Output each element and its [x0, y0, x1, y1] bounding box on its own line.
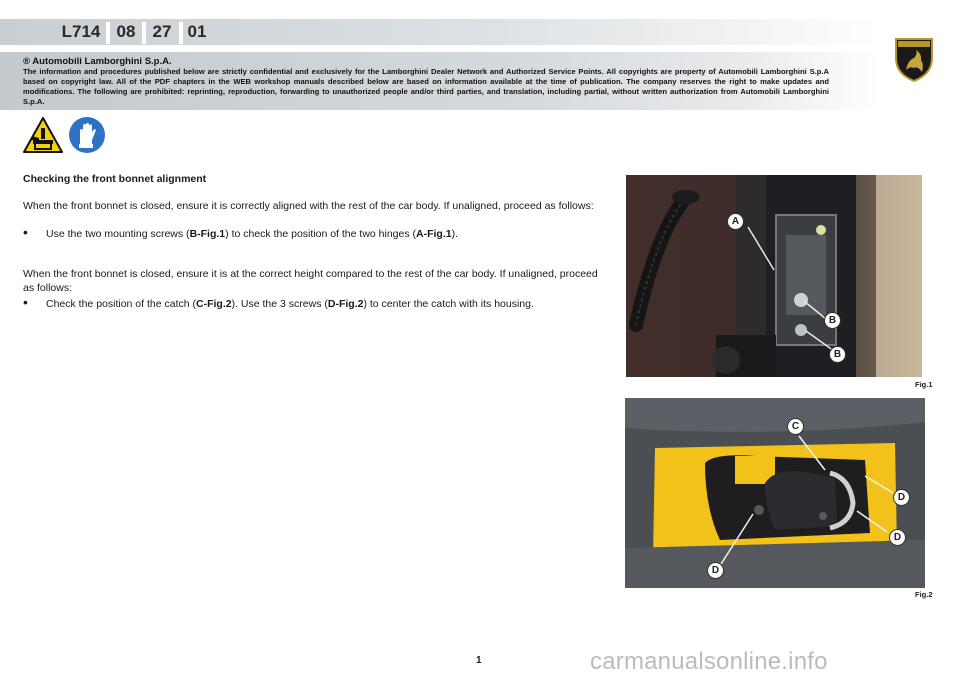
lamborghini-logo: [894, 36, 934, 82]
callout-b: B: [829, 346, 846, 363]
warning-hand-crush-icon: [23, 116, 63, 154]
code-subgroup: 27: [152, 22, 172, 41]
page-number: 1: [476, 655, 482, 666]
callout-c: C: [787, 418, 804, 435]
code-model: L714: [61, 22, 101, 41]
callout-d: D: [889, 529, 906, 546]
callout-b: B: [824, 312, 841, 329]
notice-body: The information and procedures published below are strictly confidential and exclusively for the Lamborghini Dealer Network and Authorized Service Points. All copyrights are property of Automobili Lamborghini S.p.A based on copyright law. All of the PDF chapters in the WEB workshop manuals described below are based on information available at the time of publication. The company reserves the right to make updates and modifications. The following are prohibited: reprinting, reproduction, forwarding to unauthorized people and/or third parties, and translation, including partial, without written authorization from Automobili Lamborghini S.p.A.: [23, 67, 829, 106]
code-separator: [106, 22, 110, 44]
bullet-text: Use the two mounting screws (B-Fig.1) to check the position of the two hinges (A-Fig.1).: [46, 228, 459, 240]
paragraph-alignment: When the front bonnet is closed, ensure it is correctly aligned with the rest of the car body. If unaligned, proceed as follows:: [23, 200, 594, 212]
site-watermark: carmanualsonline.info: [590, 648, 828, 675]
callout-d: D: [893, 489, 910, 506]
bullet-text: Check the position of the catch (C-Fig.2). Use the 3 screws (D-Fig.2) to center the catch with its housing.: [46, 298, 534, 310]
code-separator: [179, 22, 183, 44]
section-title: Checking the front bonnet alignment: [23, 173, 207, 185]
figure-2-photo: [625, 398, 925, 588]
figure-1-label: Fig.1: [915, 380, 933, 389]
protective-gloves-icon: [68, 116, 108, 154]
bullet-dot: •: [23, 294, 28, 310]
notice-title: ® Automobili Lamborghini S.p.A.: [23, 56, 172, 67]
code-group: 08: [116, 22, 136, 41]
callout-a: A: [727, 213, 744, 230]
code-separator: [142, 22, 146, 44]
figure-2-label: Fig.2: [915, 590, 933, 599]
paragraph-height: When the front bonnet is closed, ensure it is at the correct height compared to the rest of the car body. If unaligned, proceed as follows:: [23, 268, 598, 294]
code-item: 01: [187, 22, 207, 41]
figure-1-photo: [626, 175, 922, 377]
callout-d: D: [707, 562, 724, 579]
bullet-dot: •: [23, 224, 28, 240]
